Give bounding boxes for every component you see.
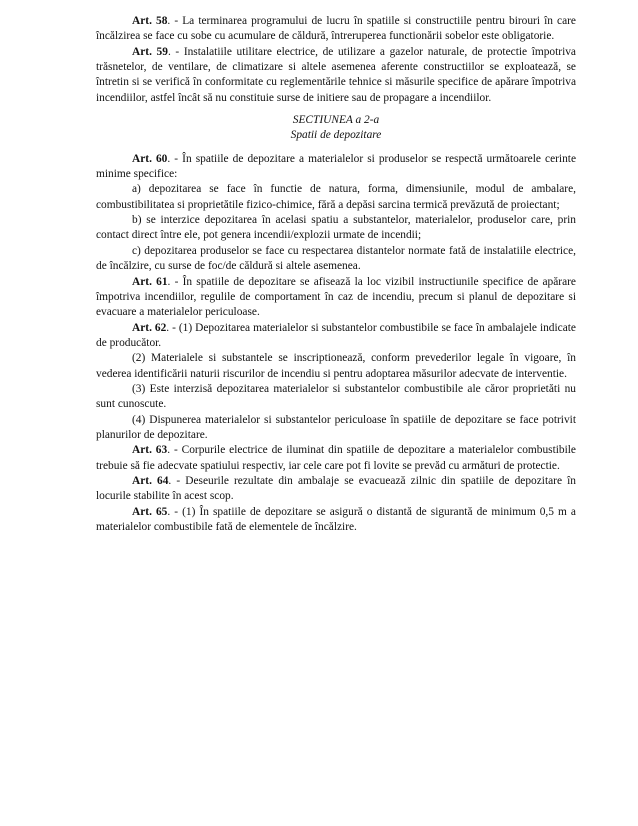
article-62 [96, 321, 576, 352]
section-subtitle: Spatii de depozitare [290, 129, 382, 142]
article-62-4 [96, 413, 576, 444]
article-number: Art. 65 [132, 505, 168, 518]
article-60 [96, 152, 576, 183]
article-text: . - În spatiile de depozitare a materialelor si produselor se respectă următoarele cerinte minime specifice: [96, 152, 576, 181]
article-text: . - Corpurile electrice de iluminat din spatiile de depozitare a materialelor combustibile trebuie să fie adecvate spatiului respectiv, iar cele care pot fi lovite se prevăd cu armături de protectie. [96, 444, 576, 472]
article-64 [96, 474, 576, 505]
paragraph-text: (4) Dispunerea materialelor si substantelor periculoase în spatiile de depozitare se face potrivit planurilor de depozitare. [96, 413, 576, 441]
paragraph-text: (3) Este interzisă depozitarea materialelor si substantelor combustibile ale căror proprietăti nu sunt cunoscute. [96, 382, 576, 411]
article-number: Art. 58 [132, 15, 168, 27]
paragraph-text: (2) Materialele si substantele se inscriptionează, conform prevederilor legale în vigoare, în vederea identificării naturii riscurilor de incendiu si pentru adoptarea măsurilor adecvate de interventie. [96, 352, 576, 380]
article-number: Art. 59 [132, 45, 168, 58]
article-60-b [96, 213, 576, 244]
article-59 [96, 45, 576, 106]
article-number: Art. 63 [132, 444, 168, 457]
article-61 [96, 275, 576, 321]
paragraph-text: a) depozitarea se face în functie de natura, forma, dimensiunile, modul de ambalare, combustibilitatea si proprietătile fizico-chimice, fără a depăsi sarcina termică prevăzută de proiectant; [96, 183, 576, 211]
article-text: . - (1) În spatiile de depozitare se asigură o distantă de sigurantă de minimum 0,5 m a materialelor combustibile fată de elementele de încălzire. [96, 505, 576, 533]
article-number: Art. 62 [132, 321, 167, 334]
section-heading [96, 113, 576, 144]
article-text: . - Deseurile rezultate din ambalaje se evacuează zilnic din spatiile de depozitare în locurile stabilite în acest scop. [96, 474, 576, 503]
article-text: . - La terminarea programului de lucru în spatiile si constructiile pentru birouri în care încălzirea se face cu sobe cu acumulare de căldură, întreruperea functionării sobelor este obligatorie. [96, 15, 576, 43]
article-62-3 [96, 382, 576, 413]
article-63 [96, 443, 576, 474]
paragraph-text: b) se interzice depozitarea în acelasi spatiu a substantelor, materialelor, produselor care, prin contact direct între ele, pot genera incendii/explozii urmate de incendii; [96, 214, 576, 242]
article-text: . - Instalatiile utilitare electrice, de utilizare a gazelor naturale, de protectie împotriva trăsnetelor, de ventilare, de climatizare si altele asemenea aferente constructiilor se exploatează, se întretin si se verifică în conformitate cu reglementările tehnice si măsurile specifice de apărare împotriva incendiilor, astfel încât să nu constituie surse de initiere sau de propagare a incendiilor. [96, 45, 576, 104]
section-title: SECTIUNEA a 2-a [292, 114, 380, 127]
article-60-c [96, 244, 576, 275]
article-60-a [96, 182, 576, 213]
paragraph-text: c) depozitarea produselor se face cu respectarea distantelor normate fată de instalatiile electrice, de încălzire, cu surse de foc/de căldură si altele asemenea. [96, 244, 576, 273]
article-text: . - (1) Depozitarea materialelor si substantelor combustibile se face în ambalajele indicate de producător. [96, 321, 576, 349]
article-number: Art. 61 [132, 275, 168, 288]
article-text: . - În spatiile de depozitare se afisează la loc vizibil instructiunile specifice de apărare împotriva incendiilor, regulile de comportament în caz de incendiu, precum si planul de depozitare si evacuare a materialelor periculoase. [96, 275, 576, 319]
article-58 [96, 14, 576, 45]
article-65 [96, 505, 576, 536]
article-number: Art. 60 [132, 152, 168, 165]
article-62-2 [96, 351, 576, 382]
document-page [96, 14, 576, 535]
article-number: Art. 64 [132, 474, 169, 487]
